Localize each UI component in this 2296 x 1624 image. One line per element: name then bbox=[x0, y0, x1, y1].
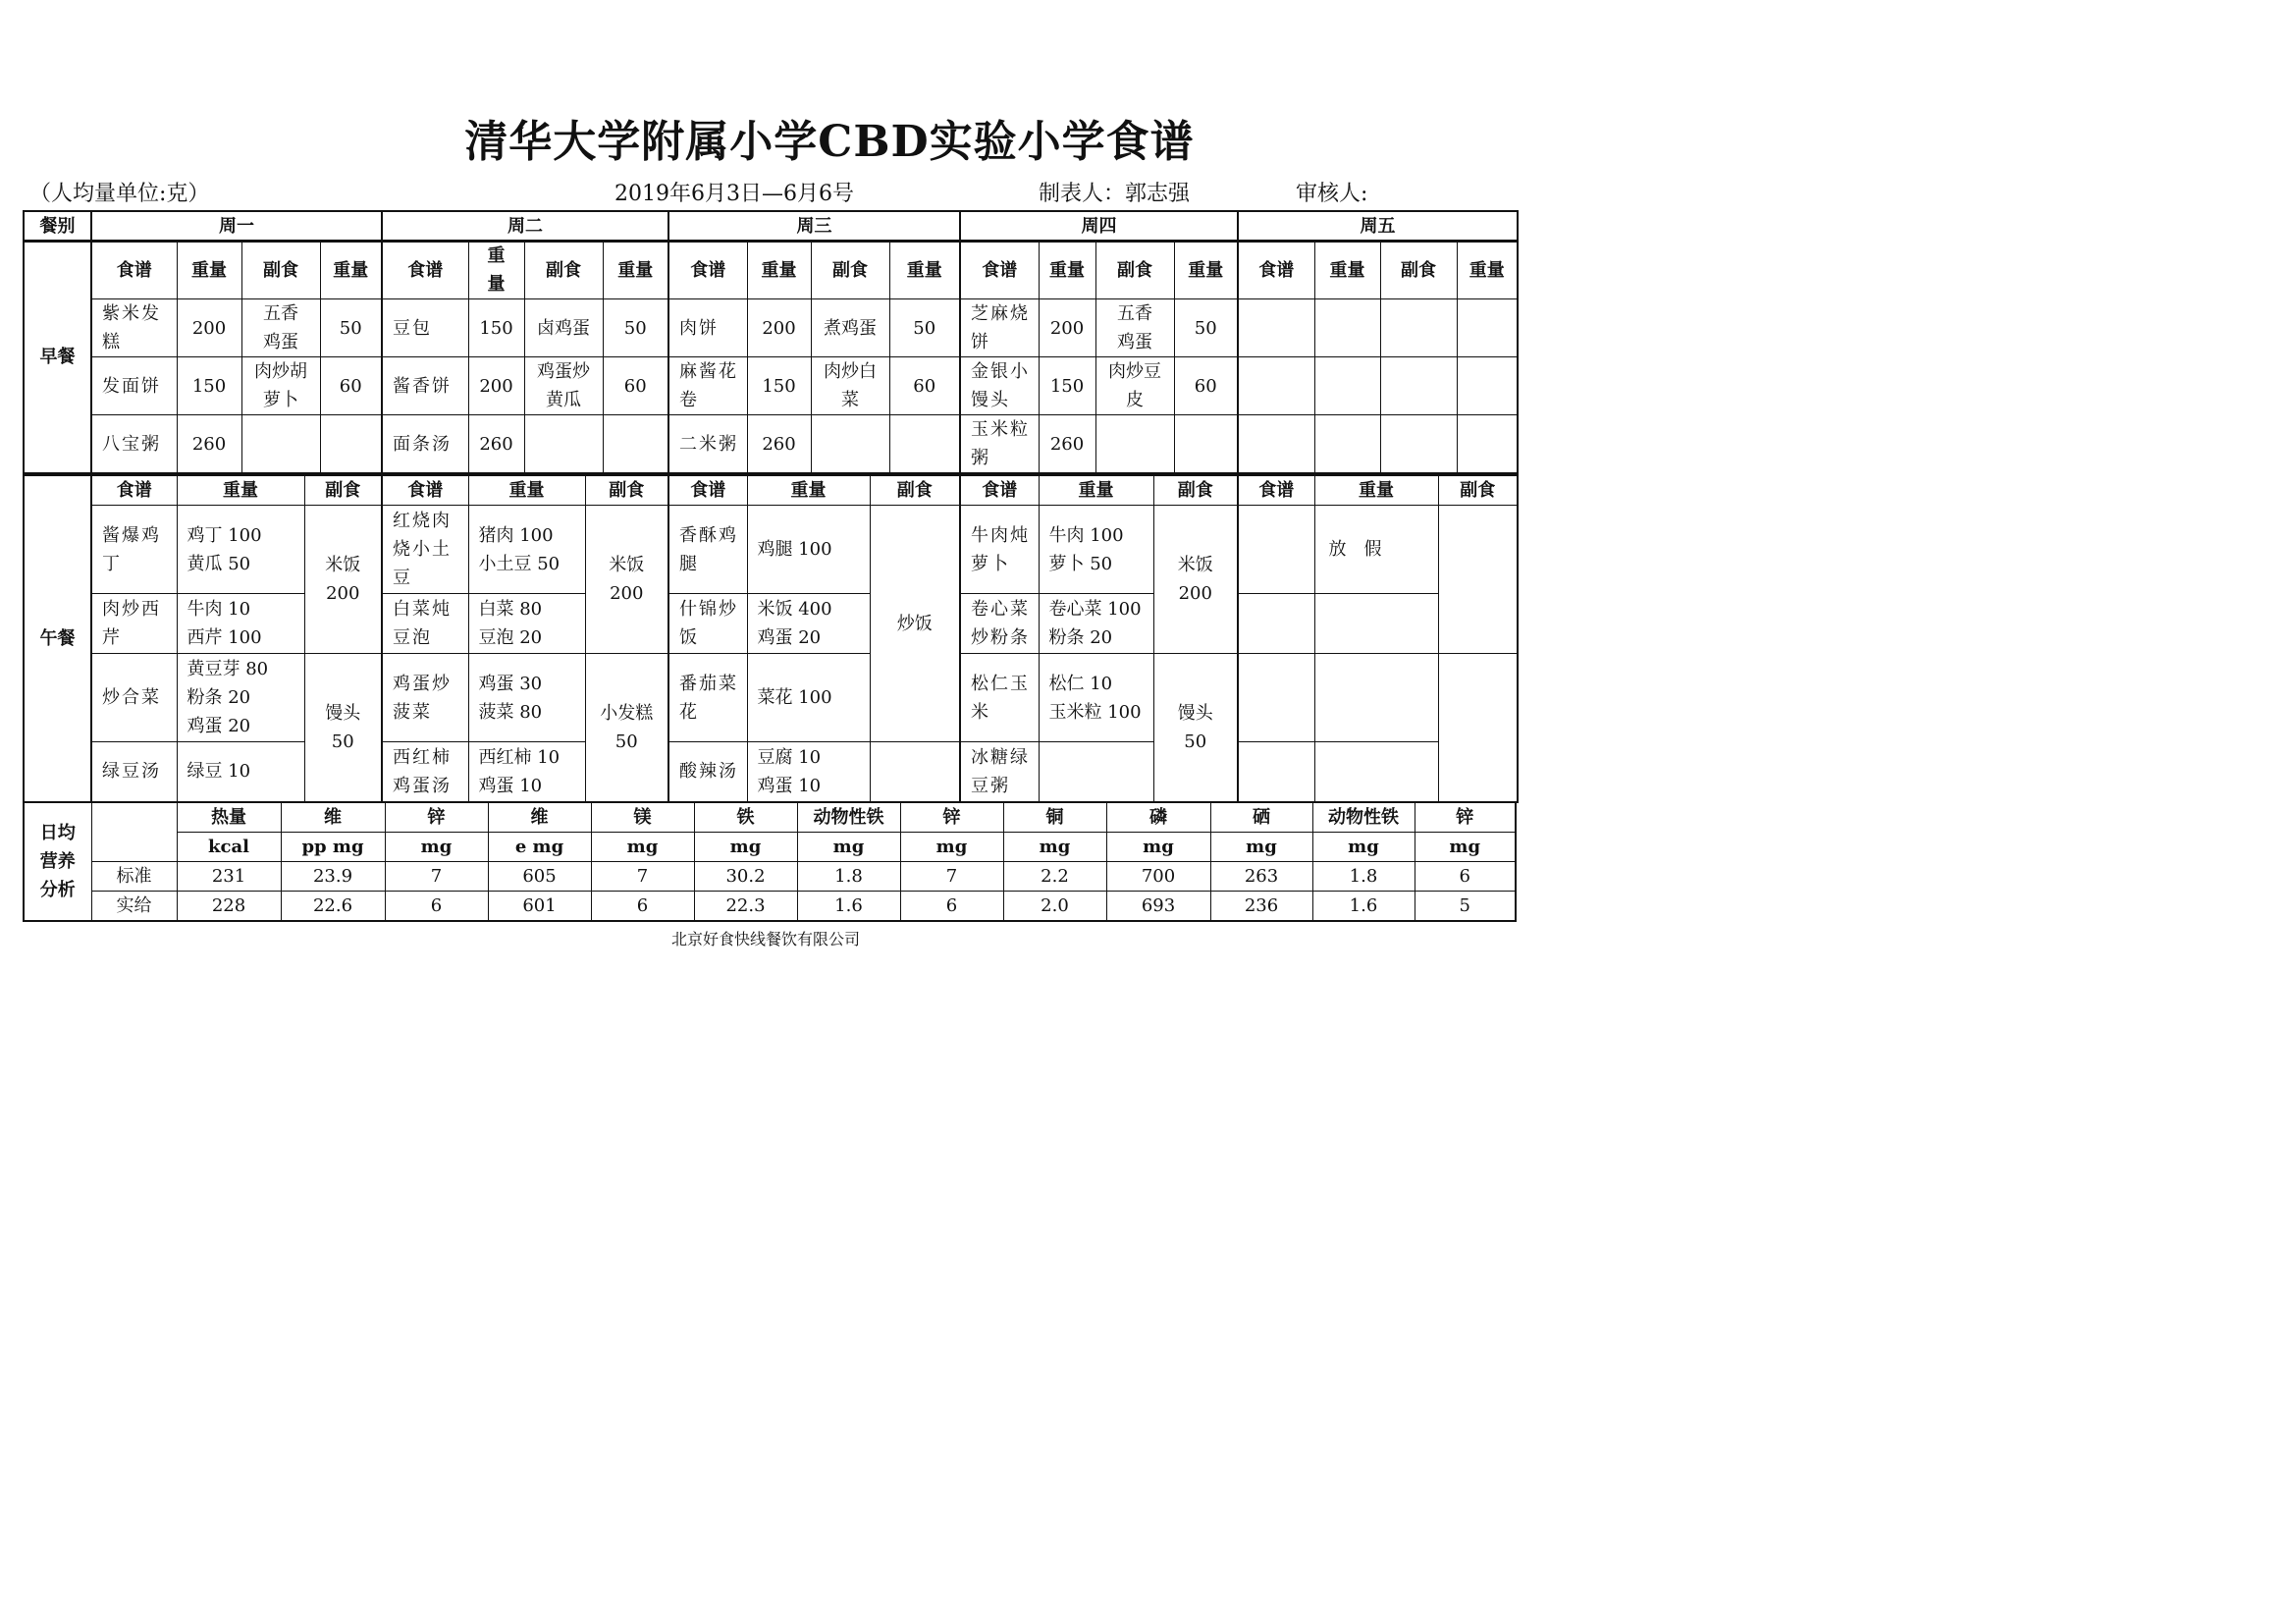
ingredient-weight bbox=[1039, 742, 1153, 802]
nutrition-label: 日均 营养 分析 bbox=[24, 802, 91, 921]
weight-value: 150 bbox=[1039, 357, 1095, 415]
nutrient-name: 镁 bbox=[591, 802, 694, 833]
weight-value bbox=[1314, 415, 1380, 474]
column-header: 重量 bbox=[889, 241, 960, 299]
side-dish bbox=[1438, 654, 1518, 802]
dish-name: 西红柿 鸡蛋汤 bbox=[382, 742, 468, 802]
weight-value bbox=[1457, 299, 1518, 357]
side-dish bbox=[870, 742, 960, 802]
dish-name: 玉米粒 粥 bbox=[960, 415, 1039, 474]
weight-value bbox=[1457, 415, 1518, 474]
date-range: 2019年6月3日—6月6号 bbox=[614, 182, 854, 206]
nutrient-value: 22.6 bbox=[281, 892, 385, 922]
side-dish: 肉炒胡 萝卜 bbox=[241, 357, 320, 415]
column-header: 食谱 bbox=[668, 475, 747, 506]
nutrient-unit: mg bbox=[591, 833, 694, 862]
page-title: 清华大学附属小学CBD实验小学食谱 bbox=[464, 117, 1195, 167]
row-label: 标准 bbox=[91, 862, 177, 892]
nutrient-value: 6 bbox=[385, 892, 488, 922]
dish-name bbox=[1238, 654, 1314, 742]
column-header: 食谱 bbox=[382, 475, 468, 506]
column-header: 重量 bbox=[468, 475, 585, 506]
nutrient-value: 605 bbox=[488, 862, 591, 892]
nutrient-name: 维 bbox=[281, 802, 385, 833]
side-dish: 肉炒豆 皮 bbox=[1095, 357, 1174, 415]
column-header: 副食 bbox=[1153, 475, 1238, 506]
side-dish: 馒头 50 bbox=[1153, 654, 1238, 802]
weight-value: 260 bbox=[747, 415, 811, 474]
ingredient-weight: 西红柿 10 鸡蛋 10 bbox=[468, 742, 585, 802]
ingredient-weight: 米饭 400 鸡蛋 20 bbox=[747, 594, 870, 654]
side-dish: 馒头 50 bbox=[304, 654, 382, 802]
weight-value bbox=[1174, 415, 1238, 474]
weight-value bbox=[1314, 357, 1380, 415]
breakfast-label: 早餐 bbox=[24, 241, 91, 473]
nutrient-value: 30.2 bbox=[694, 862, 797, 892]
lunch-table bbox=[23, 474, 1519, 803]
dish-name bbox=[1238, 594, 1314, 654]
ingredient-weight: 松仁 10 玉米粒 100 bbox=[1039, 654, 1153, 742]
weight-value: 260 bbox=[177, 415, 241, 474]
dish-name: 面条汤 bbox=[382, 415, 468, 474]
dish-name bbox=[1238, 742, 1314, 802]
ingredient-weight bbox=[1314, 742, 1438, 802]
table-maker: 制表人：郭志强 bbox=[1039, 182, 1191, 206]
weight-value: 150 bbox=[747, 357, 811, 415]
dish-name: 麻酱花 卷 bbox=[668, 357, 747, 415]
dish-name: 番茄菜 花 bbox=[668, 654, 747, 742]
dish-name bbox=[1238, 357, 1314, 415]
side-dish bbox=[241, 415, 320, 474]
column-header: 副食 bbox=[241, 241, 320, 299]
weight-value: 60 bbox=[320, 357, 382, 415]
ingredient-weight: 鸡蛋 30 菠菜 80 bbox=[468, 654, 585, 742]
unit-note: （人均量单位:克） bbox=[29, 182, 210, 206]
nutrient-unit: mg bbox=[1312, 833, 1415, 862]
weight-value: 50 bbox=[889, 299, 960, 357]
column-header: 副食 bbox=[1095, 241, 1174, 299]
side-dish bbox=[811, 415, 889, 474]
nutrient-unit: mg bbox=[1106, 833, 1210, 862]
weight-value: 150 bbox=[468, 299, 524, 357]
day-header: 周五 bbox=[1238, 211, 1518, 242]
dish-name: 香酥鸡 腿 bbox=[668, 506, 747, 594]
weight-value: 60 bbox=[1174, 357, 1238, 415]
side-dish: 米饭 200 bbox=[585, 506, 668, 654]
side-dish bbox=[1380, 299, 1457, 357]
nutrient-value: 228 bbox=[177, 892, 281, 922]
row-label: 实给 bbox=[91, 892, 177, 922]
day-header: 周一 bbox=[91, 211, 382, 242]
dish-name: 松仁玉 米 bbox=[960, 654, 1039, 742]
nutrient-unit: mg bbox=[1210, 833, 1312, 862]
dish-name: 什锦炒 饭 bbox=[668, 594, 747, 654]
dish-name: 酸辣汤 bbox=[668, 742, 747, 802]
side-dish bbox=[1380, 357, 1457, 415]
ingredient-weight: 卷心菜 100 粉条 20 bbox=[1039, 594, 1153, 654]
ingredient-weight: 菜花 100 bbox=[747, 654, 870, 742]
nutrient-value: 7 bbox=[385, 862, 488, 892]
column-header: 食谱 bbox=[668, 241, 747, 299]
column-header: 食谱 bbox=[91, 475, 177, 506]
column-header: 副食 bbox=[1380, 241, 1457, 299]
weight-value: 260 bbox=[1039, 415, 1095, 474]
nutrient-value: 1.8 bbox=[1312, 862, 1415, 892]
side-dish: 卤鸡蛋 bbox=[524, 299, 603, 357]
day-header: 周二 bbox=[382, 211, 668, 242]
dish-name: 炒合菜 bbox=[91, 654, 177, 742]
nutrient-value: 5 bbox=[1415, 892, 1516, 922]
column-header: 食谱 bbox=[382, 241, 468, 299]
dish-name: 酱爆鸡 丁 bbox=[91, 506, 177, 594]
ingredient-weight: 白菜 80 豆泡 20 bbox=[468, 594, 585, 654]
dish-name bbox=[1238, 415, 1314, 474]
dish-name: 白菜炖 豆泡 bbox=[382, 594, 468, 654]
nutrient-value: 263 bbox=[1210, 862, 1312, 892]
nutrient-name: 硒 bbox=[1210, 802, 1312, 833]
column-header: 重量 bbox=[603, 241, 668, 299]
column-header: 食谱 bbox=[1238, 241, 1314, 299]
day-header-table bbox=[23, 210, 1519, 243]
column-header: 重 量 bbox=[468, 241, 524, 299]
nutrient-name: 锌 bbox=[1415, 802, 1516, 833]
side-dish: 米饭 200 bbox=[1153, 506, 1238, 654]
nutrient-unit: kcal bbox=[177, 833, 281, 862]
dish-name: 卷心菜 炒粉条 bbox=[960, 594, 1039, 654]
holiday-note: 放 假 bbox=[1314, 506, 1438, 594]
nutrient-name: 动物性铁 bbox=[797, 802, 900, 833]
nutrient-value: 236 bbox=[1210, 892, 1312, 922]
row-label-header bbox=[91, 802, 177, 862]
side-dish: 米饭 200 bbox=[304, 506, 382, 654]
ingredient-weight: 牛肉 10 西芹 100 bbox=[177, 594, 304, 654]
column-header: 重量 bbox=[177, 475, 304, 506]
nutrient-unit: mg bbox=[1415, 833, 1516, 862]
nutrient-value: 22.3 bbox=[694, 892, 797, 922]
nutrient-unit: mg bbox=[385, 833, 488, 862]
weight-value bbox=[1457, 357, 1518, 415]
ingredient-weight: 绿豆 10 bbox=[177, 742, 304, 802]
weight-value: 200 bbox=[747, 299, 811, 357]
meal-type-header: 餐别 bbox=[24, 211, 91, 242]
company-footer: 北京好食快线餐饮有限公司 bbox=[670, 930, 860, 948]
breakfast-table bbox=[23, 240, 1519, 474]
ingredient-weight: 豆腐 10 鸡蛋 10 bbox=[747, 742, 870, 802]
weight-value: 260 bbox=[468, 415, 524, 474]
side-dish: 炒饭 bbox=[870, 506, 960, 742]
column-header: 副食 bbox=[811, 241, 889, 299]
ingredient-weight: 鸡丁 100 黄瓜 50 bbox=[177, 506, 304, 594]
weight-value bbox=[1314, 299, 1380, 357]
nutrient-unit: e mg bbox=[488, 833, 591, 862]
weight-value: 50 bbox=[1174, 299, 1238, 357]
column-header: 食谱 bbox=[960, 241, 1039, 299]
ingredient-weight bbox=[1314, 594, 1438, 654]
nutrient-value: 1.6 bbox=[1312, 892, 1415, 922]
dish-name: 肉炒西 芹 bbox=[91, 594, 177, 654]
nutrient-value: 6 bbox=[591, 892, 694, 922]
weight-value: 50 bbox=[320, 299, 382, 357]
column-header: 重量 bbox=[1174, 241, 1238, 299]
nutrient-value: 1.6 bbox=[797, 892, 900, 922]
weight-value: 200 bbox=[468, 357, 524, 415]
nutrient-unit: pp mg bbox=[281, 833, 385, 862]
weight-value bbox=[889, 415, 960, 474]
dish-name: 金银小 馒头 bbox=[960, 357, 1039, 415]
column-header: 副食 bbox=[524, 241, 603, 299]
weight-value: 200 bbox=[177, 299, 241, 357]
side-dish: 五香 鸡蛋 bbox=[1095, 299, 1174, 357]
weight-value: 200 bbox=[1039, 299, 1095, 357]
nutrient-unit: mg bbox=[1003, 833, 1106, 862]
nutrient-value: 693 bbox=[1106, 892, 1210, 922]
column-header: 食谱 bbox=[960, 475, 1039, 506]
column-header: 重量 bbox=[747, 241, 811, 299]
nutrient-name: 动物性铁 bbox=[1312, 802, 1415, 833]
lunch-label: 午餐 bbox=[24, 475, 91, 802]
day-header: 周四 bbox=[960, 211, 1238, 242]
side-dish bbox=[1095, 415, 1174, 474]
column-header: 食谱 bbox=[1238, 475, 1314, 506]
ingredient-weight: 牛肉 100 萝卜 50 bbox=[1039, 506, 1153, 594]
side-dish: 鸡蛋炒 黄瓜 bbox=[524, 357, 603, 415]
weight-value: 50 bbox=[603, 299, 668, 357]
nutrient-value: 700 bbox=[1106, 862, 1210, 892]
column-header: 副食 bbox=[870, 475, 960, 506]
dish-name: 红烧肉 烧小土 豆 bbox=[382, 506, 468, 594]
nutrient-value: 1.8 bbox=[797, 862, 900, 892]
weight-value bbox=[320, 415, 382, 474]
dish-name: 冰糖绿 豆粥 bbox=[960, 742, 1039, 802]
nutrient-name: 维 bbox=[488, 802, 591, 833]
dish-name: 八宝粥 bbox=[91, 415, 177, 474]
dish-name bbox=[1238, 299, 1314, 357]
dish-name: 紫米发糕 bbox=[91, 299, 177, 357]
side-dish: 肉炒白 菜 bbox=[811, 357, 889, 415]
nutrient-unit: mg bbox=[900, 833, 1003, 862]
side-dish: 小发糕 50 bbox=[585, 654, 668, 802]
column-header: 重量 bbox=[320, 241, 382, 299]
ingredient-weight: 猪肉 100 小土豆 50 bbox=[468, 506, 585, 594]
column-header: 重量 bbox=[1039, 241, 1095, 299]
column-header: 食谱 bbox=[91, 241, 177, 299]
nutrient-name: 锌 bbox=[900, 802, 1003, 833]
weight-value: 60 bbox=[603, 357, 668, 415]
ingredient-weight bbox=[1314, 654, 1438, 742]
nutrient-value: 2.0 bbox=[1003, 892, 1106, 922]
nutrient-name: 铜 bbox=[1003, 802, 1106, 833]
column-header: 重量 bbox=[1457, 241, 1518, 299]
dish-name: 绿豆汤 bbox=[91, 742, 177, 802]
side-dish bbox=[524, 415, 603, 474]
side-dish: 煮鸡蛋 bbox=[811, 299, 889, 357]
nutrient-value: 7 bbox=[900, 862, 1003, 892]
nutrient-value: 2.2 bbox=[1003, 862, 1106, 892]
day-header: 周三 bbox=[668, 211, 960, 242]
nutrient-name: 磷 bbox=[1106, 802, 1210, 833]
weight-value: 150 bbox=[177, 357, 241, 415]
weight-value: 60 bbox=[889, 357, 960, 415]
nutrient-unit: mg bbox=[797, 833, 900, 862]
side-dish bbox=[1438, 506, 1518, 654]
side-dish bbox=[1380, 415, 1457, 474]
weight-value bbox=[603, 415, 668, 474]
dish-name: 芝麻烧 饼 bbox=[960, 299, 1039, 357]
ingredient-weight: 黄豆芽 80 粉条 20 鸡蛋 20 bbox=[177, 654, 304, 742]
nutrient-name: 锌 bbox=[385, 802, 488, 833]
nutrition-table bbox=[23, 801, 1517, 922]
nutrient-value: 601 bbox=[488, 892, 591, 922]
column-header: 副食 bbox=[585, 475, 668, 506]
dish-name bbox=[1238, 506, 1314, 594]
nutrient-value: 7 bbox=[591, 862, 694, 892]
column-header: 副食 bbox=[304, 475, 382, 506]
ingredient-weight: 鸡腿 100 bbox=[747, 506, 870, 594]
dish-name: 豆包 bbox=[382, 299, 468, 357]
nutrient-unit: mg bbox=[694, 833, 797, 862]
dish-name: 牛肉炖 萝卜 bbox=[960, 506, 1039, 594]
nutrient-name: 热量 bbox=[177, 802, 281, 833]
nutrient-value: 23.9 bbox=[281, 862, 385, 892]
column-header: 副食 bbox=[1438, 475, 1518, 506]
column-header: 重量 bbox=[1314, 241, 1380, 299]
nutrient-name: 铁 bbox=[694, 802, 797, 833]
table-reviewer: 审核人: bbox=[1296, 182, 1368, 206]
dish-name: 酱香饼 bbox=[382, 357, 468, 415]
dish-name: 二米粥 bbox=[668, 415, 747, 474]
dish-name: 鸡蛋炒 菠菜 bbox=[382, 654, 468, 742]
dish-name: 肉饼 bbox=[668, 299, 747, 357]
nutrient-value: 6 bbox=[1415, 862, 1516, 892]
column-header: 重量 bbox=[1314, 475, 1438, 506]
column-header: 重量 bbox=[747, 475, 870, 506]
side-dish: 五香 鸡蛋 bbox=[241, 299, 320, 357]
nutrient-value: 6 bbox=[900, 892, 1003, 922]
column-header: 重量 bbox=[177, 241, 241, 299]
dish-name: 发面饼 bbox=[91, 357, 177, 415]
column-header: 重量 bbox=[1039, 475, 1153, 506]
nutrient-value: 231 bbox=[177, 862, 281, 892]
